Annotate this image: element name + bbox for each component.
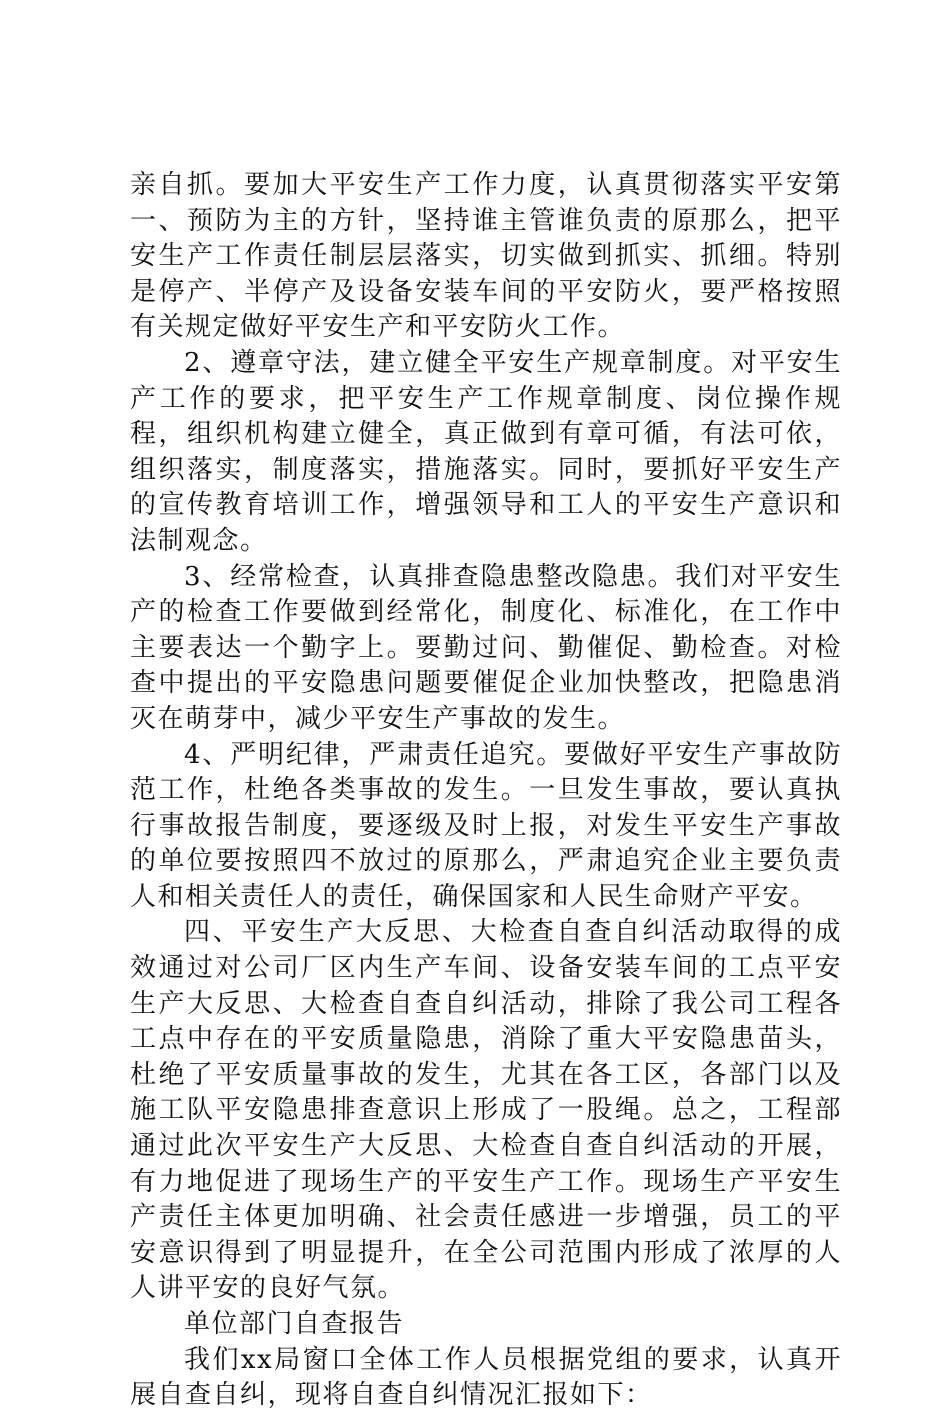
report-title: 单位部门自查报告 (184, 1309, 405, 1339)
paragraph-item-2: 2、遵章守法，建立健全平安生产规章制度。对平安生产工作的要求，把平安生产工作规章制度、岗位操作规程，组织机构建立健全，真正做到有章可循，有法可依，组织落实，制度落实，措施落实。同时，要抓好平安生产的宣传教育培训工作，增强领导和工人的平安生产意识和法制观念。 (130, 347, 842, 556)
paragraph-report-intro: 我们xx局窗口全体工作人员根据党组的要求，认真开展自查自纠，现将自查自纠情况汇报如下： (130, 1344, 842, 1411)
paragraph-item-4: 4、严明纪律，严肃责任追究。要做好平安生产事故防范工作，杜绝各类事故的发生。一旦发生事故，要认真执行事故报告制度，要逐级及时上报，对发生平安生产事故的单位要按照四不放过的原那么，严肃追究企业主要负责人和相关责任人的责任，确保国家和人民生命财产平安。 (130, 739, 842, 912)
document-page (130, 168, 842, 1414)
paragraph-continuation: 亲自抓。要加大平安生产工作力度，认真贯彻落实平安第一、预防为主的方针，坚持谁主管谁负责的原那么，把平安生产工作责任制层层落实，切实做到抓实、抓细。特别是停产、半停产及设备安装车间的平安防火，要严格按照有关规定做好平安生产和平安防火工作。 (130, 170, 842, 343)
paragraph-section-4: 四、平安生产大反思、大检查自查自纠活动取得的成效通过对公司厂区内生产车间、设备安装车间的工点平安生产大反思、大检查自查自纠活动，排除了我公司工程各工点中存在的平安质量隐患，消除了重大平安隐患苗头，杜绝了平安质量事故的发生，尤其在各工区，各部门以及施工队平安隐患排查意识上形成了一股绳。总之，工程部通过此次平安生产大反思、大检查自查自纠活动的开展，有力地促进了现场生产的平安生产工作。现场生产平安生产责任主体更加明确、社会责任感进一步增强，员工的平安意识得到了明显提升，在全公司范围内形成了浓厚的人人讲平安的良好气氛。 (130, 917, 842, 1304)
paragraph-item-3: 3、经常检查，认真排查隐患整改隐患。我们对平安生产的检查工作要做到经常化，制度化、标准化，在工作中主要表达一个勤字上。要勤过问、勤催促、勤检查。对检查中提出的平安隐患问题要催促企业加快整改，把隐患消灭在萌芽中，减少平安生产事故的发生。 (130, 561, 842, 734)
